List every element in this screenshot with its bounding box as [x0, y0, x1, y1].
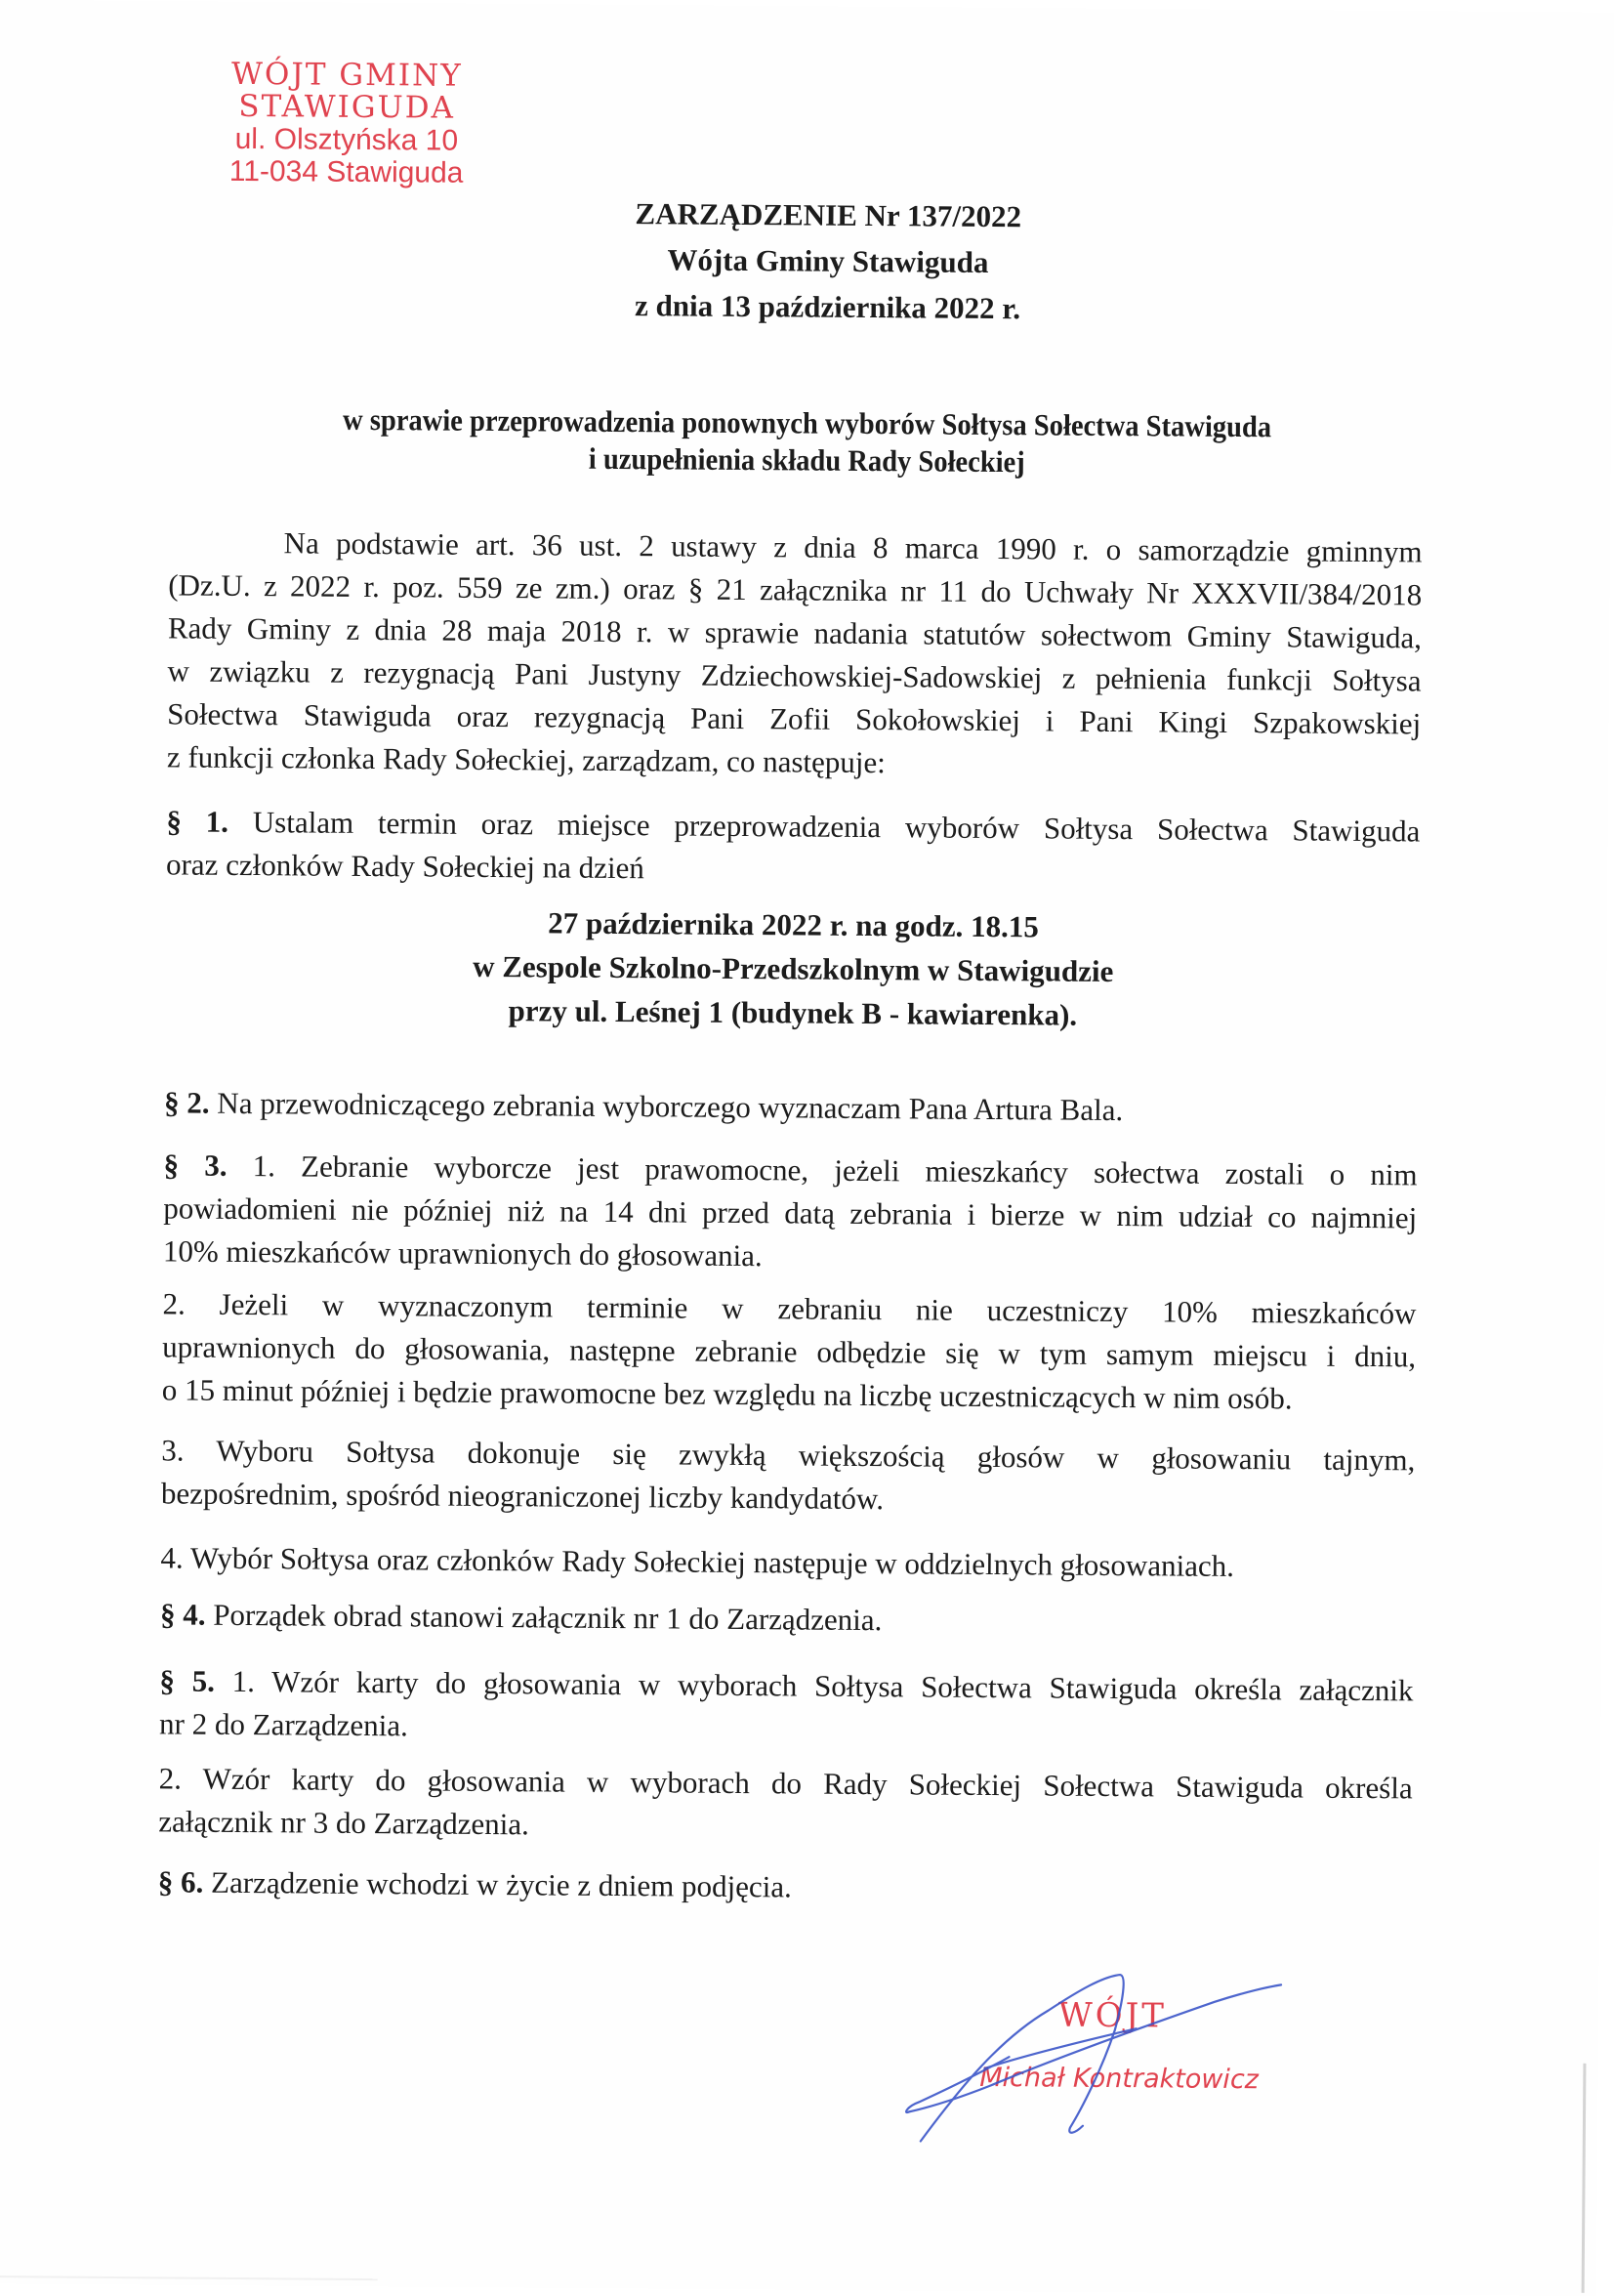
section-1-text: Ustalam termin oraz miejsce przeprowadzenia wyborów Sołtysa Sołectwa Stawiguda [252, 805, 1421, 849]
section-3-line: 10% mieszkańców uprawnionych do głosowania. [162, 1233, 763, 1273]
section-3-line: 2. Jeżeli w wyznaczonym terminie w zebraniu nie uczestniczy 10% mieszkańców [162, 1286, 1417, 1331]
section-6-marker: § 6. [157, 1864, 204, 1899]
section-3-line: 4. Wybór Sołtysa oraz członków Rady Sołeckiej następuje w oddzielnych głosowaniach. [160, 1540, 1235, 1583]
letterhead-stamp [200, 56, 494, 189]
preamble-line: Na podstawie art. 36 ust. 2 ustawy z dnia 8 marca 1990 r. o samorządzie gminnym [283, 525, 1423, 569]
title-date: z dnia 13 października 2022 r. [634, 288, 1021, 326]
preamble-line: z funkcji członka Rady Sołeckiej, zarządzam, co następuje: [166, 739, 886, 780]
section-5-marker: § 5. [159, 1663, 216, 1698]
stamp-line-office: WÓJT GMINY [230, 56, 463, 94]
section-5-text: 1. Wzór karty do głosowania w wyborach Sołtysa Sołectwa Stawiguda określa załącznik [231, 1663, 1414, 1708]
preamble-paragraph [167, 521, 1423, 788]
section-3-point-1 [163, 1144, 1418, 1282]
handwritten-signature-icon [891, 1941, 1304, 2158]
section-2-line [164, 1081, 1418, 1134]
section-4-marker: § 4. [159, 1597, 206, 1632]
scan-edge-line [1582, 2064, 1587, 2293]
section-3-line: o 15 minut później i będzie prawomocne bez względu na liczbę uczestniczących w nim osób. [161, 1372, 1293, 1416]
section-2-text: Na przewodniczącego zebrania wyborczego wyznaczam Pana Artura Bala. [217, 1085, 1124, 1128]
signature-stamp-name: Michał Kontraktowicz [979, 2062, 1260, 2096]
preamble-line: w związku z rezygnacją Pani Justyny Zdziechowskiej-Sadowskiej z pełnienia funkcji Sołtysa [167, 653, 1422, 698]
section-4 [160, 1593, 1414, 1646]
section-4-line [160, 1593, 1414, 1646]
section-3-marker: § 3. [163, 1148, 228, 1183]
stamp-line-municipality: STAWIGUDA [238, 88, 456, 126]
document-subject [295, 400, 1319, 482]
preamble-line: (Dz.U. z 2022 r. poz. 559 ze zm.) oraz § 21 załącznika nr 11 do Uchwały Nr XXXVII/384/2018 [168, 567, 1423, 612]
section-6-line [158, 1860, 1412, 1913]
section-5-line: 2. Wzór karty do głosowania w wyborach do Rady Sołeckiej Sołectwa Stawiguda określa [158, 1761, 1413, 1806]
section-1-marker: § 1. [166, 804, 229, 839]
stamp-line-street: ul. Olsztyńska 10 [234, 122, 459, 157]
section-3-line: uprawnionych do głosowania, następne zebranie odbędzie się w tym samym miejscu i dniu, [162, 1329, 1417, 1374]
title-issuer: Wójta Gminy Stawiguda [667, 242, 989, 279]
section-3-point-3 [161, 1429, 1416, 1524]
election-date-place [344, 899, 1243, 1038]
section-3-line: bezpośrednim, spośród nieograniczonej liczby kandydatów. [160, 1476, 885, 1517]
title-number: ZARZĄDZENIE Nr 137/2022 [635, 196, 1022, 234]
section-5-line: załącznik nr 3 do Zarządzenia. [158, 1804, 530, 1842]
section-5-point-2 [158, 1757, 1413, 1853]
section-2-marker: § 2. [164, 1085, 210, 1120]
subject-line-2: i uzupełnienia składu Rady Sołeckiej [588, 440, 1025, 480]
election-date-time: 27 października 2022 r. na godz. 18.15 [548, 905, 1040, 944]
section-6-text: Zarządzenie wchodzi w życie z dniem podjęcia. [210, 1864, 792, 1904]
subject-line-1: w sprawie przeprowadzenia ponownych wyborów Sołtysa Sołectwa Stawiguda [343, 401, 1272, 444]
section-3-point-2 [162, 1282, 1417, 1421]
section-4-text: Porządek obrad stanowi załącznik nr 1 do Zarządzenia. [213, 1597, 883, 1638]
election-address: przy ul. Leśnej 1 (budynek B - kawiarenka). [508, 993, 1078, 1032]
document-title [544, 189, 1111, 332]
section-5-point-1 [159, 1659, 1414, 1755]
preamble-line: Sołectwa Stawiguda oraz rezygnacją Pani Zofii Sokołowskiej i Pani Kingi Szpakowskiej [167, 696, 1422, 741]
section-6 [158, 1860, 1412, 1913]
scan-artifact-line [0, 2275, 378, 2280]
election-venue: w Zespole Szkolno-Przedszkolnym w Stawigudzie [473, 948, 1114, 988]
stamp-line-postcode: 11-034 Stawiguda [228, 154, 464, 189]
section-3-line: 3. Wyboru Sołtysa dokonuje się zwykłą większością głosów w głosowaniu tajnym, [161, 1433, 1416, 1478]
section-3-text: 1. Zebranie wyborcze jest prawomocne, jeżeli mieszkańcy sołectwa zostali o nim [252, 1148, 1418, 1192]
section-2 [164, 1081, 1418, 1134]
preamble-line: Rady Gminy z dnia 28 maja 2018 r. w sprawie nadania statutów sołectwom Gminy Stawiguda, [167, 610, 1423, 655]
section-1 [166, 800, 1421, 896]
section-3-point-4 [160, 1536, 1414, 1589]
section-5-line: nr 2 do Zarządzenia. [159, 1706, 409, 1743]
section-1-line-2: oraz członków Rady Sołeckiej na dzień [165, 847, 644, 886]
signature-stamp-title: WÓJT [1057, 1995, 1168, 2036]
section-3-line: powiadomieni nie później niż na 14 dni przed datą zebrania i bierze w nim udział co najmniej [163, 1190, 1418, 1235]
